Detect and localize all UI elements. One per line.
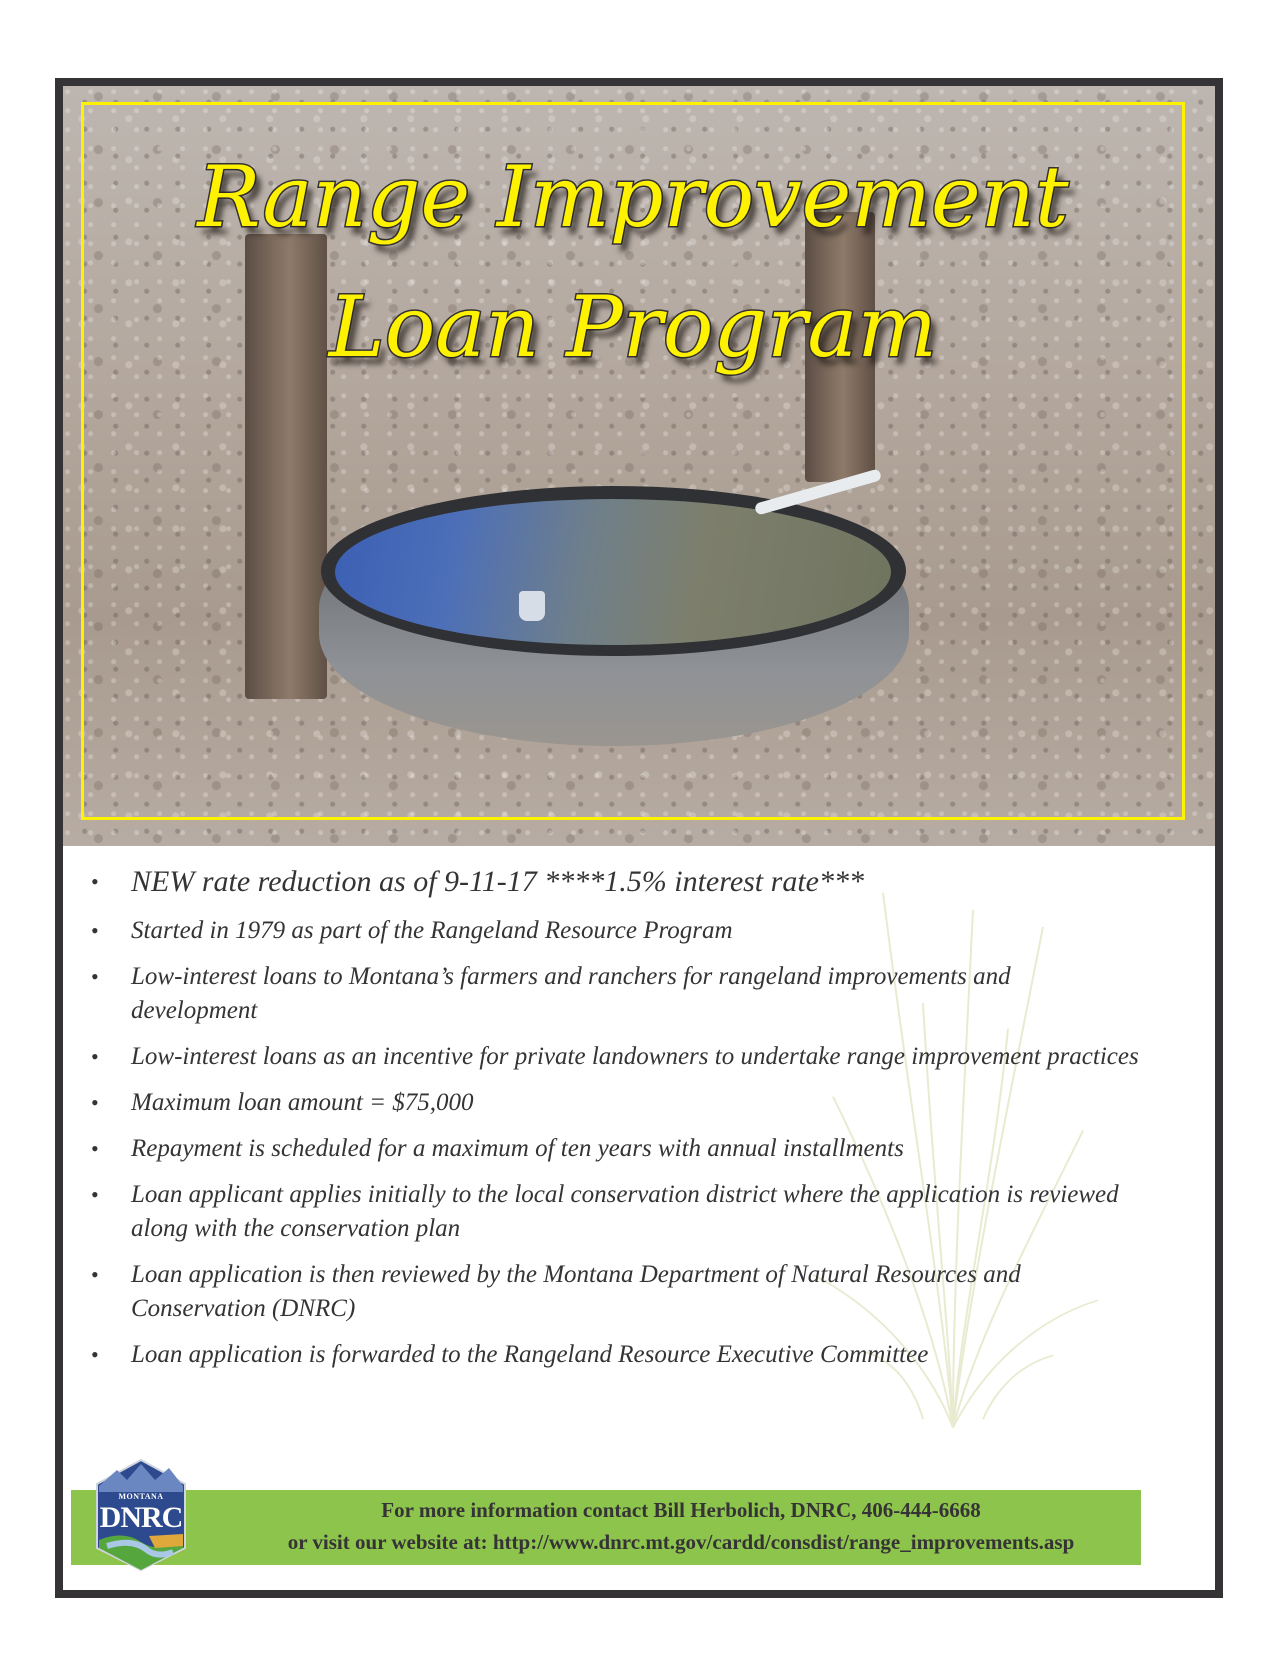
bullet-incentive: • Low-interest loans as an incentive for private landowners to undertake range improvement practices xyxy=(83,1040,1143,1074)
bullet-list xyxy=(83,862,1143,1384)
bullet-max-amount: • Maximum loan amount = $75,000 xyxy=(83,1086,1143,1120)
bullet-dnrc-review: • Loan application is then reviewed by the Montana Department of Natural Resources and Conservation (DNRC) xyxy=(83,1258,1143,1326)
bullet-committee: • Loan application is forwarded to the Rangeland Resource Executive Committee xyxy=(83,1338,1143,1372)
flyer-frame xyxy=(55,78,1223,1598)
bullet-rate-reduction: • NEW rate reduction as of 9-11-17 ****1.5% interest rate*** xyxy=(83,862,1143,902)
logo-dnrc-text: DNRC xyxy=(99,1501,183,1534)
title-line-1: Range Improvement xyxy=(197,148,1069,246)
bullet-history: • Started in 1979 as part of the Rangeland Resource Program xyxy=(83,914,1143,948)
bullet-apply-locally: • Loan applicant applies initially to the local conservation district where the application is reviewed along with the conservation plan xyxy=(83,1178,1143,1246)
hero-photo xyxy=(63,86,1215,846)
bullet-farmers-ranchers: • Low-interest loans to Montana’s farmers and ranchers for rangeland improvements and development xyxy=(83,960,1143,1028)
title-box xyxy=(81,102,1185,820)
title-line-2: Loan Program xyxy=(328,278,938,376)
website-link[interactable]: or visit our website at: http://www.dnrc.mt.gov/cardd/consdist/range_improvements.asp xyxy=(287,1530,1075,1554)
contact-footer xyxy=(71,1490,1141,1565)
contact-line: For more information contact Bill Herbolich, DNRC, 406-444-6668 xyxy=(381,1498,981,1522)
bullet-repayment: • Repayment is scheduled for a maximum of ten years with annual installments xyxy=(83,1132,1143,1166)
dnrc-logo xyxy=(93,1456,189,1572)
logo-montana-text: MONTANA xyxy=(118,1492,164,1501)
